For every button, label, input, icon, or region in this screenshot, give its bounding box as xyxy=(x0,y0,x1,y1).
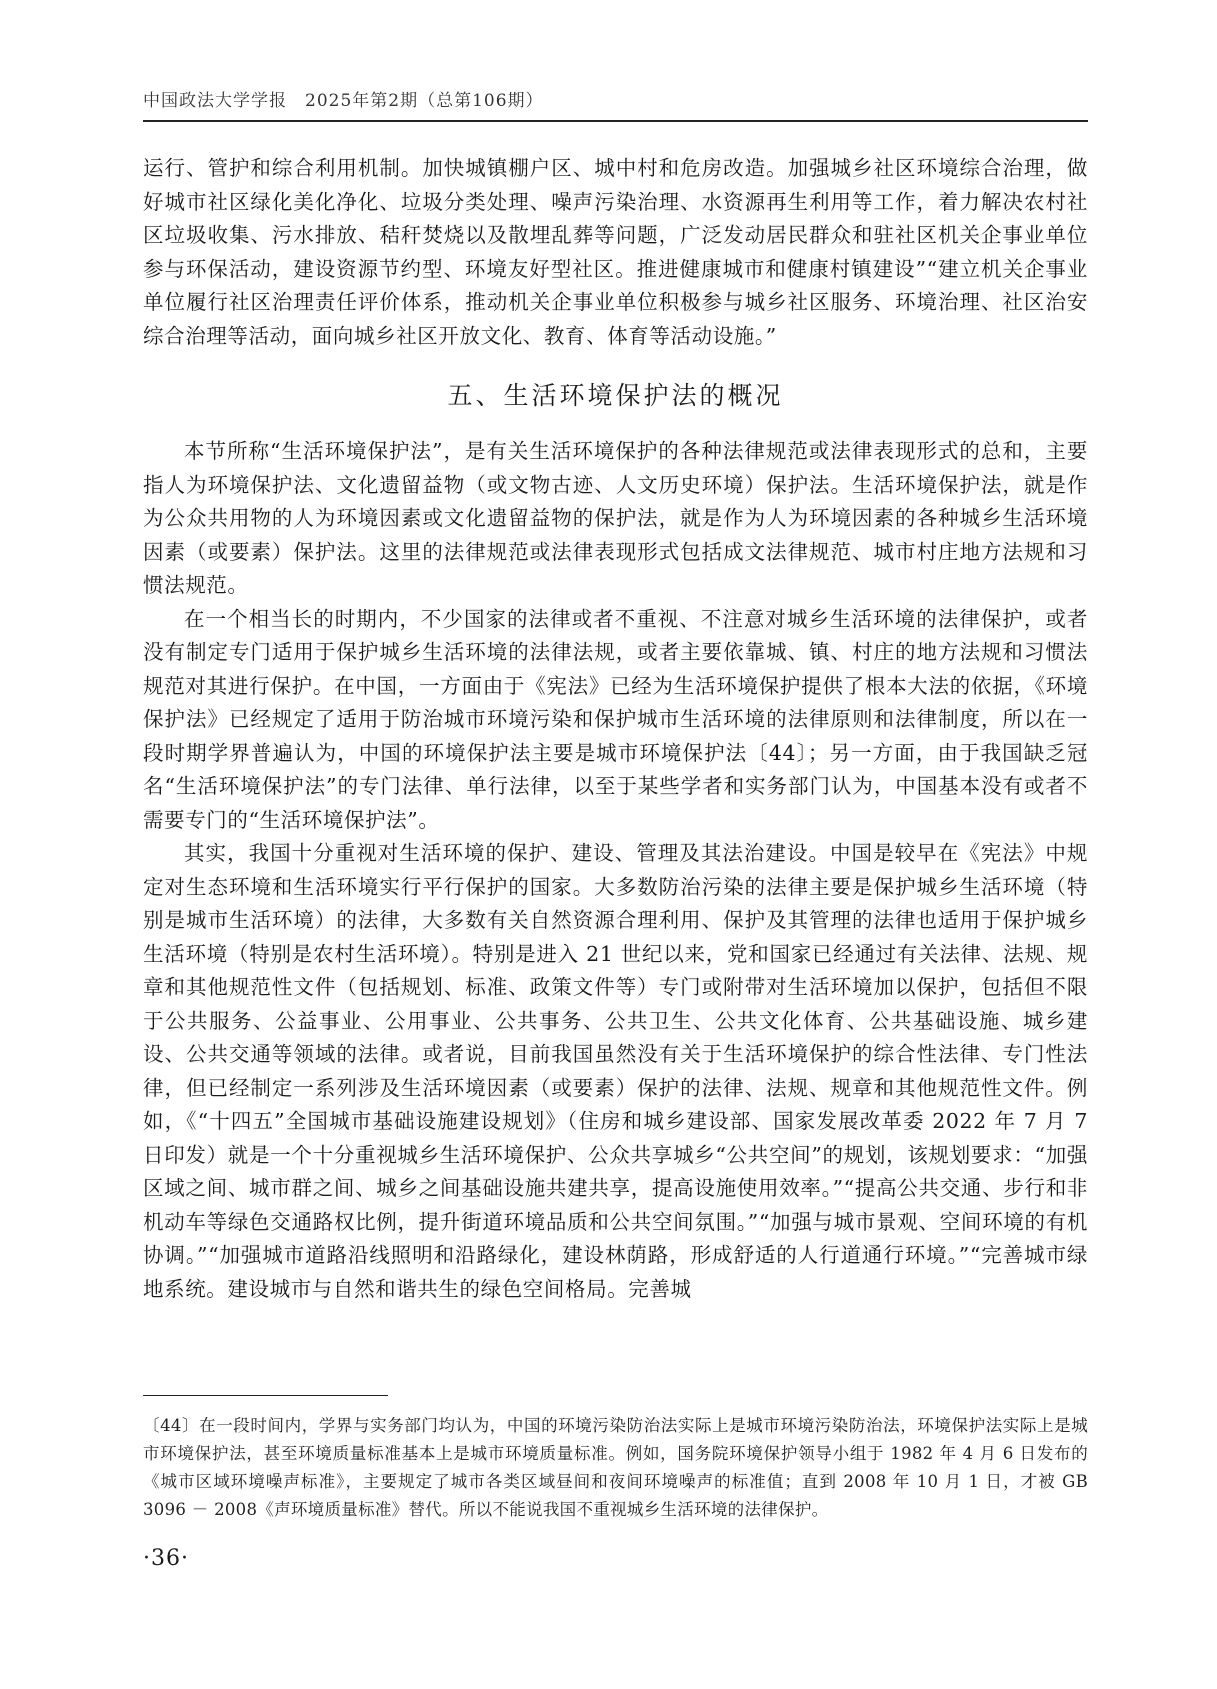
body-paragraph-2: 在一个相当长的时期内，不少国家的法律或者不重视、不注意对城乡生活环境的法律保护，或者没有制定专门适用于保护城乡生活环境的法律法规，或者主要依靠城、镇、村庄的地方法规和习惯法规范对其进行保护。在中国，一方面由于《宪法》已经为生活环境保护提供了根本大法的依据，《环境保护法》已经规定了适用于防治城市环境污染和保护城市生活环境的法律原则和法律制度，所以在一段时期学界普遍认为，中国的环境保护法主要是城市环境保护法〔44〕；另一方面，由于我国缺乏冠名“生活环境保护法”的专门法律、单行法律，以至于某些学者和实务部门认为，中国基本没有或者不需要专门的“生活环境保护法”。 xyxy=(143,606,1088,832)
footnote-rule xyxy=(143,1395,388,1396)
header-rule xyxy=(143,120,1088,122)
body-paragraph-3: 其实，我国十分重视对生活环境的保护、建设、管理及其法治建设。中国是较早在《宪法》中规定对生态环境和生活环境实行平行保护的国家。大多数防治污染的法律主要是保护城乡生活环境（特别是城市生活环境）的法律，大多数有关自然资源合理利用、保护及其管理的法律也适用于保护城乡生活环境（特别是农村生活环境）。特别是进入 21 世纪以来，党和国家已经通过有关法律、法规、规章和其他规范性文件（包括规划、标准、政策文件等）专门或附带对生活环境加以保护，包括但不限于公共服务、公益事业、公用事业、公共事务、公共卫生、公共文化体育、公共基础设施、城乡建设、公共交通等领域的法律。或者说，目前我国虽然没有关于生活环境保护的综合性法律、专门性法律，但已经制定一系列涉及生活环境因素（或要素）保护的法律、法规、规章和其他规范性文件。例如，《“十四五”全国城市基础设施建设规划》（住房和城乡建设部、国家发展改革委 2022 年 7 月 7 日印发）就是一个十分重视城乡生活环境保护、公众共享城乡“公共空间”的规划，该规划要求：“加强区域之间、城市群之间、城乡之间基础设施共建共享，提高设施使用效率。”“提高公共交通、步行和非机动车等绿色交通路权比例，提升街道环境品质和公共空间氛围。”“加强与城市景观、空间环境的有机协调。”“加强城市道路沿线照明和沿路绿化，建设林荫路，形成舒适的人行道通行环境。”“完善城市绿地系统。建设城市与自然和谐共生的绿色空间格局。完善城 xyxy=(143,841,1088,1301)
article-body xyxy=(143,152,1088,1306)
running-header: 中国政法大学学报 2025年第2期（总第106期） xyxy=(143,91,544,111)
section-heading: 五、生活环境保护法的概况 xyxy=(447,381,784,410)
continued-paragraph: 运行、管护和综合利用机制。加快城镇棚户区、城中村和危房改造。加强城乡社区环境综合治理，做好城市社区绿化美化净化、垃圾分类处理、噪声污染治理、水资源再生利用等工作，着力解决农村社区垃圾收集、污水排放、秸秆焚烧以及散埋乱葬等问题，广泛发动居民群众和驻社区机关企事业单位参与环保活动，建设资源节约型、环境友好型社区。推进健康城市和健康村镇建设”“建立机关企事业单位履行社区治理责任评价体系，推动机关企事业单位积极参与城乡社区服务、环境治理、社区治安综合治理等活动，面向城乡社区开放文化、教育、体育等活动设施。” xyxy=(143,156,1088,348)
body-paragraph-1: 本节所称“生活环境保护法”，是有关生活环境保护的各种法律规范或法律表现形式的总和，主要指人为环境保护法、文化遗留益物（或文物古迹、人文历史环境）保护法。生活环境保护法，就是作为公众共用物的人为环境因素或文化遗留益物的保护法，就是作为人为环境因素的各种城乡生活环境因素（或要素）保护法。这里的法律规范或法律表现形式包括成文法律规范、城市村庄地方法规和习惯法规范。 xyxy=(143,439,1088,597)
footnote-44: 〔44〕在一段时间内，学界与实务部门均认为，中国的环境污染防治法实际上是城市环境污染防治法，环境保护法实际上是城市环境保护法，甚至环境质量标准基本上是城市环境质量标准。例如，国务院环境保护领导小组于 1982 年 4 月 6 日发布的《城市区域环境噪声标准》，主要规定了城市各类区域昼间和夜间环境噪声的标准值；直到 2008 年 10 月 1 日，才被 GB 3096 － 2008《声环境质量标准》替代。所以不能说我国不重视城乡生活环境的法律保护。 xyxy=(143,1416,1088,1519)
page-number: ·36· xyxy=(143,1546,189,1571)
